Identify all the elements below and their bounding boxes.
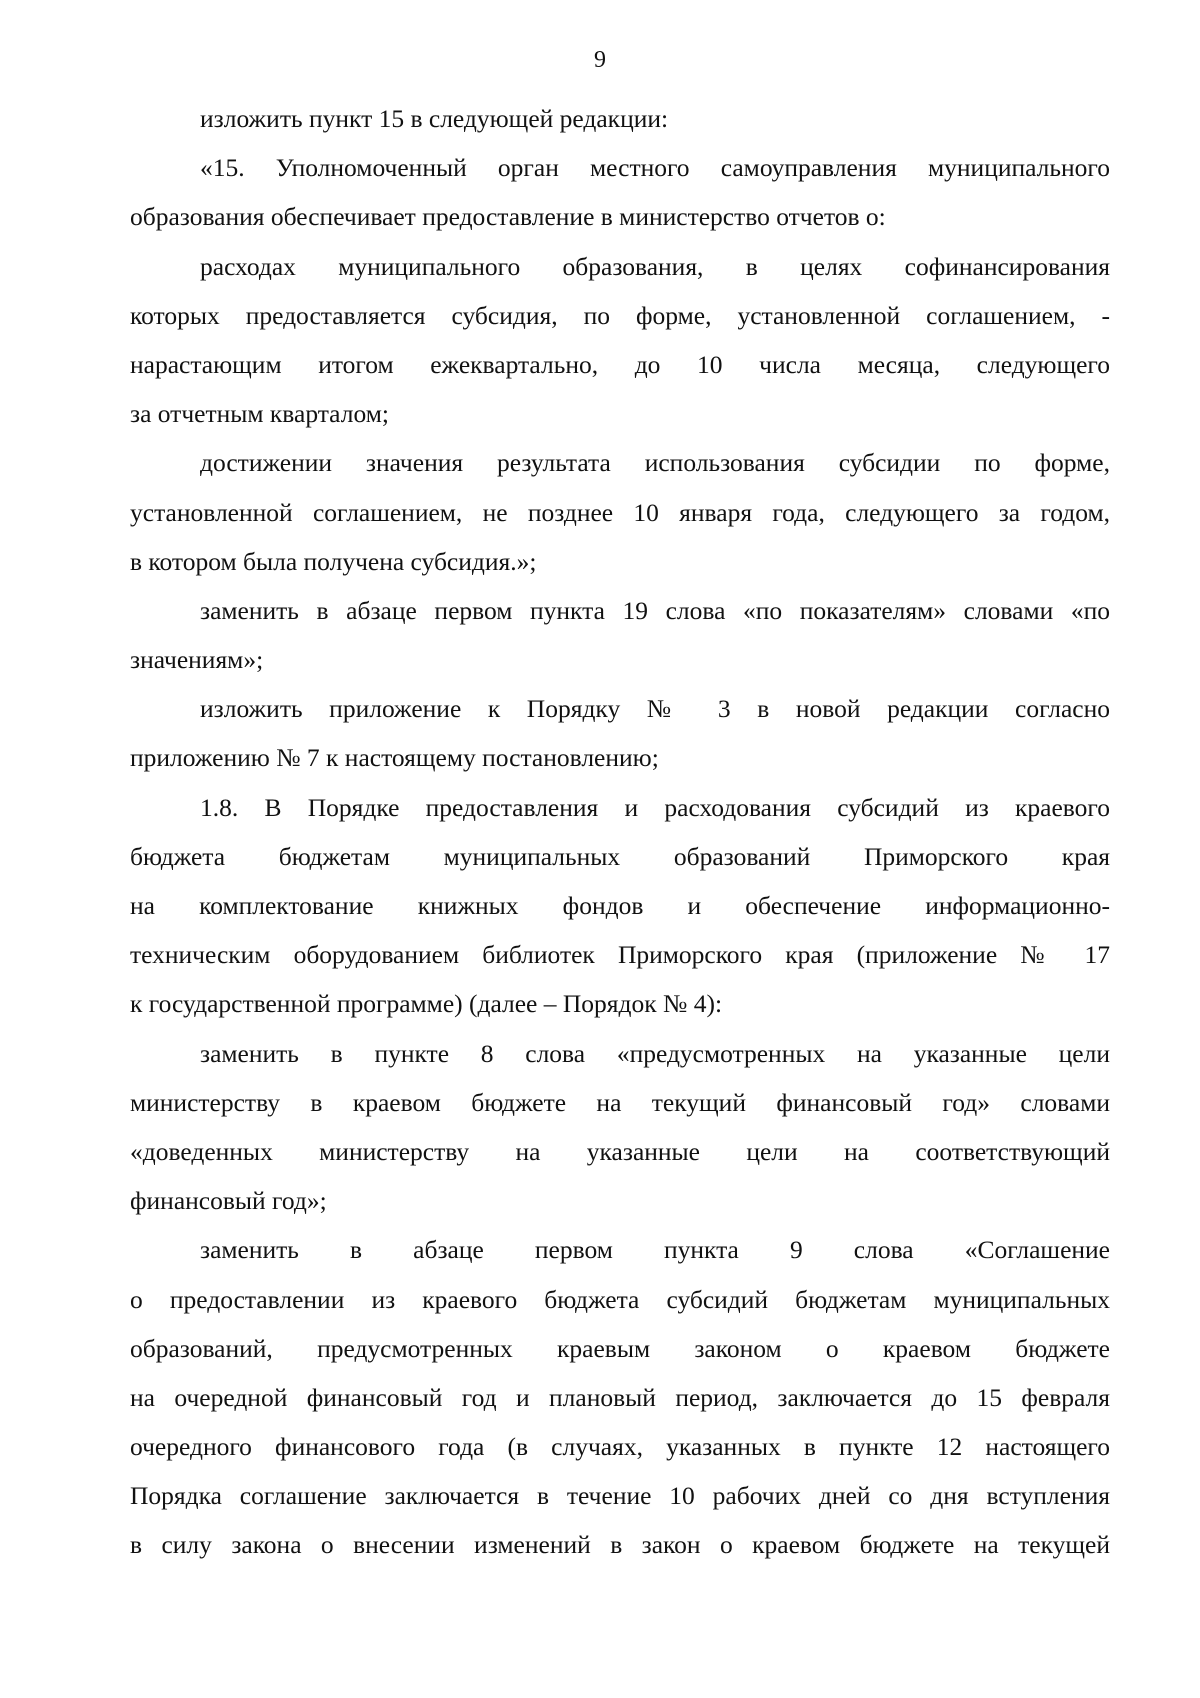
text-line: изложить приложение к Порядку № 3 в новой редакции согласно xyxy=(200,694,1110,724)
paragraph xyxy=(130,242,1110,439)
text-line: за отчетным кварталом; xyxy=(130,399,389,429)
text-line: в силу закона о внесении изменений в закон о краевом бюджете на текущей xyxy=(130,1530,1110,1560)
text-line: к государственной программе) (далее – Порядок № 4): xyxy=(130,989,723,1019)
document-body xyxy=(130,94,1110,1570)
text-line: «доведенных министерству на указанные цели на соответствующий xyxy=(130,1136,1110,1166)
text-line: заменить в абзаце первом пункта 9 слова «Соглашение xyxy=(200,1235,1110,1265)
text-line: в котором была получена субсидия.»; xyxy=(130,546,537,576)
text-line: о предоставлении из краевого бюджета субсидий бюджетам муниципальных xyxy=(130,1284,1110,1314)
paragraph xyxy=(130,1029,1110,1226)
text-line: Порядка соглашение заключается в течение 10 рабочих дней со дня вступления xyxy=(130,1481,1110,1511)
text-line: расходах муниципального образования, в целях софинансирования xyxy=(200,251,1110,281)
text-line: на очередной финансовый год и плановый период, заключается до 15 февраля xyxy=(130,1382,1110,1412)
text-line: заменить в пункте 8 слова «предусмотренных на указанные цели xyxy=(200,1038,1110,1068)
text-line: финансовый год»; xyxy=(130,1186,327,1216)
text-line: очередного финансового года (в случаях, указанных в пункте 12 настоящего xyxy=(130,1432,1110,1462)
text-line: образования обеспечивает предоставление в министерство отчетов о: xyxy=(130,202,886,232)
paragraph xyxy=(130,438,1110,586)
text-line: заменить в абзаце первом пункта 19 слова «по показателям» словами «по xyxy=(200,595,1110,625)
text-line: «15. Уполномоченный орган местного самоуправления муниципального xyxy=(200,153,1110,183)
paragraph xyxy=(130,1225,1110,1569)
text-line: министерству в краевом бюджете на текущий финансовый год» словами xyxy=(130,1087,1110,1117)
text-line: 1.8. В Порядке предоставления и расходования субсидий из краевого xyxy=(200,792,1110,822)
text-line: на комплектование книжных фондов и обеспечение информационно- xyxy=(130,891,1110,920)
paragraph xyxy=(130,143,1110,241)
paragraph xyxy=(130,94,1110,143)
text-line: образований, предусмотренных краевым законом о краевом бюджете xyxy=(130,1333,1110,1363)
text-line: техническим оборудованием библиотек Приморского края (приложение № 17 xyxy=(130,940,1110,970)
text-line: которых предоставляется субсидия, по форме, установленной соглашением, - xyxy=(130,300,1110,330)
paragraph xyxy=(130,684,1110,782)
text-line: приложению № 7 к настоящему постановлению; xyxy=(130,743,659,773)
text-line: бюджета бюджетам муниципальных образований Приморского края xyxy=(130,841,1110,871)
text-line: нарастающим итогом ежеквартально, до 10 числа месяца, следующего xyxy=(130,349,1110,379)
paragraph xyxy=(130,783,1110,1029)
page-number: 9 xyxy=(594,47,606,73)
text-line: значениям»; xyxy=(130,645,264,675)
paragraph xyxy=(130,586,1110,684)
text-line: установленной соглашением, не позднее 10 января года, следующего за годом, xyxy=(130,497,1110,527)
text-line: изложить пункт 15 в следующей редакции: xyxy=(200,104,669,133)
text-line: достижении значения результата использования субсидии по форме, xyxy=(200,448,1110,478)
